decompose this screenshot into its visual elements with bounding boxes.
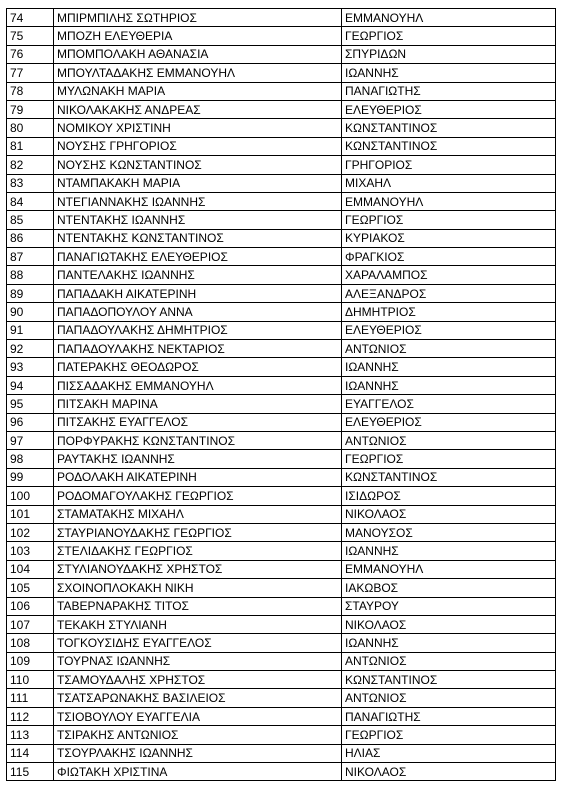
full-name-cell: ΠΑΠΑΔΟΥΛΑΚΗΣ ΝΕΚΤΑΡΙΟΣ	[54, 340, 342, 358]
row-number-cell: 94	[7, 376, 54, 394]
row-number-cell: 74	[7, 9, 54, 27]
full-name-cell: ΤΣΑΜΟΥΔΑΛΗΣ ΧΡΗΣΤΟΣ	[54, 671, 342, 689]
row-number-cell: 101	[7, 505, 54, 523]
father-name-cell: ΦΡΑΓΚΙΟΣ	[342, 248, 556, 266]
table-row	[7, 229, 556, 247]
table-row	[7, 45, 556, 63]
father-name-cell: ΕΥΑΓΓΕΛΟΣ	[342, 395, 556, 413]
table-row	[7, 119, 556, 137]
row-number-cell: 113	[7, 726, 54, 744]
full-name-cell: ΤΣΟΥΡΛΑΚΗΣ ΙΩΑΝΝΗΣ	[54, 744, 342, 762]
father-name-cell: ΙΑΚΩΒΟΣ	[342, 579, 556, 597]
table-row	[7, 413, 556, 431]
row-number-cell: 81	[7, 137, 54, 155]
father-name-cell: ΙΩΑΝΝΗΣ	[342, 634, 556, 652]
table-row	[7, 707, 556, 725]
full-name-cell: ΠΑΝΑΓΙΩΤΑΚΗΣ ΕΛΕΥΘΕΡΙΟΣ	[54, 248, 342, 266]
row-number-cell: 95	[7, 395, 54, 413]
table-row	[7, 487, 556, 505]
table-row	[7, 579, 556, 597]
row-number-cell: 82	[7, 156, 54, 174]
table-row	[7, 634, 556, 652]
father-name-cell: ΜΙΧΑΗΛ	[342, 174, 556, 192]
full-name-cell: ΜΠΟΖΗ ΕΛΕΥΘΕΡΙΑ	[54, 27, 342, 45]
full-name-cell: ΠΙΣΣΑΔΑΚΗΣ ΕΜΜΑΝΟΥΗΛ	[54, 376, 342, 394]
table-row	[7, 615, 556, 633]
full-name-cell: ΡΟΔΟΜΑΓΟΥΛΑΚΗΣ ΓΕΩΡΓΙΟΣ	[54, 487, 342, 505]
full-name-cell: ΤΕΚΑΚΗ ΣΤΥΛΙΑΝΗ	[54, 615, 342, 633]
father-name-cell: ΚΩΝΣΤΑΝΤΙΝΟΣ	[342, 137, 556, 155]
father-name-cell: ΗΛΙΑΣ	[342, 744, 556, 762]
row-number-cell: 89	[7, 284, 54, 302]
row-number-cell: 99	[7, 468, 54, 486]
roster-table-body	[7, 9, 556, 781]
father-name-cell: ΕΜΜΑΝΟΥΗΛ	[342, 560, 556, 578]
full-name-cell: ΠΑΤΕΡΑΚΗΣ ΘΕΟΔΩΡΟΣ	[54, 358, 342, 376]
row-number-cell: 80	[7, 119, 54, 137]
father-name-cell: ΙΩΑΝΝΗΣ	[342, 376, 556, 394]
row-number-cell: 84	[7, 192, 54, 210]
row-number-cell: 103	[7, 542, 54, 560]
table-row	[7, 211, 556, 229]
full-name-cell: ΤΣΑΤΣΑΡΩΝΑΚΗΣ ΒΑΣΙΛΕΙΟΣ	[54, 689, 342, 707]
full-name-cell: ΣΧΟΙΝΟΠΛΟΚΑΚΗ ΝΙΚΗ	[54, 579, 342, 597]
row-number-cell: 97	[7, 431, 54, 449]
father-name-cell: ΑΛΕΞΑΝΔΡΟΣ	[342, 284, 556, 302]
full-name-cell: ΦΙΩΤΑΚΗ ΧΡΙΣΤΙΝΑ	[54, 763, 342, 781]
table-row	[7, 542, 556, 560]
row-number-cell: 106	[7, 597, 54, 615]
table-row	[7, 671, 556, 689]
full-name-cell: ΠΙΤΣΑΚΗΣ ΕΥΑΓΓΕΛΟΣ	[54, 413, 342, 431]
table-row	[7, 27, 556, 45]
row-number-cell: 98	[7, 450, 54, 468]
father-name-cell: ΑΝΤΩΝΙΟΣ	[342, 689, 556, 707]
father-name-cell: ΚΩΝΣΤΑΝΤΙΝΟΣ	[342, 671, 556, 689]
father-name-cell: ΠΑΝΑΓΙΩΤΗΣ	[342, 82, 556, 100]
row-number-cell: 83	[7, 174, 54, 192]
table-row	[7, 505, 556, 523]
full-name-cell: ΠΑΠΑΔΟΥΛΑΚΗΣ ΔΗΜΗΤΡΙΟΣ	[54, 321, 342, 339]
full-name-cell: ΣΤΕΛΙΔΑΚΗΣ ΓΕΩΡΓΙΟΣ	[54, 542, 342, 560]
full-name-cell: ΤΟΓΚΟΥΣΙΔΗΣ ΕΥΑΓΓΕΛΟΣ	[54, 634, 342, 652]
table-row	[7, 431, 556, 449]
father-name-cell: ΚΩΝΣΤΑΝΤΙΝΟΣ	[342, 468, 556, 486]
full-name-cell: ΠΑΠΑΔΟΠΟΥΛΟΥ ΑΝΝΑ	[54, 303, 342, 321]
full-name-cell: ΝΙΚΟΛΑΚΑΚΗΣ ΑΝΔΡΕΑΣ	[54, 100, 342, 118]
row-number-cell: 102	[7, 523, 54, 541]
row-number-cell: 88	[7, 266, 54, 284]
full-name-cell: ΠΟΡΦΥΡΑΚΗΣ ΚΩΝΣΤΑΝΤΙΝΟΣ	[54, 431, 342, 449]
table-row	[7, 763, 556, 781]
table-row	[7, 340, 556, 358]
father-name-cell: ΧΑΡΑΛΑΜΠΟΣ	[342, 266, 556, 284]
row-number-cell: 76	[7, 45, 54, 63]
row-number-cell: 87	[7, 248, 54, 266]
father-name-cell: ΣΤΑΥΡΟΥ	[342, 597, 556, 615]
full-name-cell: ΝΤΕΝΤΑΚΗΣ ΙΩΑΝΝΗΣ	[54, 211, 342, 229]
table-row	[7, 248, 556, 266]
full-name-cell: ΤΟΥΡΝΑΣ ΙΩΑΝΝΗΣ	[54, 652, 342, 670]
table-row	[7, 744, 556, 762]
table-row	[7, 284, 556, 302]
roster-table	[6, 8, 556, 781]
table-row	[7, 689, 556, 707]
father-name-cell: ΙΩΑΝΝΗΣ	[342, 542, 556, 560]
father-name-cell: ΝΙΚΟΛΑΟΣ	[342, 763, 556, 781]
father-name-cell: ΑΝΤΩΝΙΟΣ	[342, 652, 556, 670]
row-number-cell: 78	[7, 82, 54, 100]
father-name-cell: ΕΛΕΥΘΕΡΙΟΣ	[342, 321, 556, 339]
row-number-cell: 75	[7, 27, 54, 45]
table-row	[7, 395, 556, 413]
table-row	[7, 560, 556, 578]
full-name-cell: ΡΑΥΤΑΚΗΣ ΙΩΑΝΝΗΣ	[54, 450, 342, 468]
father-name-cell: ΕΛΕΥΘΕΡΙΟΣ	[342, 100, 556, 118]
full-name-cell: ΜΥΛΩΝΑΚΗ ΜΑΡΙΑ	[54, 82, 342, 100]
full-name-cell: ΠΙΤΣΑΚΗ ΜΑΡΙΝΑ	[54, 395, 342, 413]
row-number-cell: 77	[7, 64, 54, 82]
row-number-cell: 96	[7, 413, 54, 431]
full-name-cell: ΠΑΝΤΕΛΑΚΗΣ ΙΩΑΝΝΗΣ	[54, 266, 342, 284]
full-name-cell: ΤΣΙΡΑΚΗΣ ΑΝΤΩΝΙΟΣ	[54, 726, 342, 744]
father-name-cell: ΑΝΤΩΝΙΟΣ	[342, 431, 556, 449]
father-name-cell: ΚΥΡΙΑΚΟΣ	[342, 229, 556, 247]
row-number-cell: 115	[7, 763, 54, 781]
full-name-cell: ΝΤΑΜΠΑΚΑΚΗ ΜΑΡΙΑ	[54, 174, 342, 192]
row-number-cell: 111	[7, 689, 54, 707]
father-name-cell: ΓΡΗΓΟΡΙΟΣ	[342, 156, 556, 174]
full-name-cell: ΝΤΕΝΤΑΚΗΣ ΚΩΝΣΤΑΝΤΙΝΟΣ	[54, 229, 342, 247]
row-number-cell: 100	[7, 487, 54, 505]
full-name-cell: ΜΠΟΥΛΤΑΔΑΚΗΣ ΕΜΜΑΝΟΥΗΛ	[54, 64, 342, 82]
full-name-cell: ΣΤΑΜΑΤΑΚΗΣ ΜΙΧΑΗΛ	[54, 505, 342, 523]
table-row	[7, 358, 556, 376]
father-name-cell: ΓΕΩΡΓΙΟΣ	[342, 27, 556, 45]
full-name-cell: ΣΤΑΥΡΙΑΝΟΥΔΑΚΗΣ ΓΕΩΡΓΙΟΣ	[54, 523, 342, 541]
father-name-cell: ΕΛΕΥΘΕΡΙΟΣ	[342, 413, 556, 431]
row-number-cell: 79	[7, 100, 54, 118]
full-name-cell: ΜΠΟΜΠΟΛΑΚΗ ΑΘΑΝΑΣΙΑ	[54, 45, 342, 63]
row-number-cell: 105	[7, 579, 54, 597]
row-number-cell: 85	[7, 211, 54, 229]
father-name-cell: ΝΙΚΟΛΑΟΣ	[342, 505, 556, 523]
full-name-cell: ΝΟΜΙΚΟΥ ΧΡΙΣΤΙΝΗ	[54, 119, 342, 137]
father-name-cell: ΙΩΑΝΝΗΣ	[342, 64, 556, 82]
table-row	[7, 303, 556, 321]
full-name-cell: ΤΑΒΕΡΝΑΡΑΚΗΣ ΤΙΤΟΣ	[54, 597, 342, 615]
row-number-cell: 112	[7, 707, 54, 725]
table-row	[7, 192, 556, 210]
table-row	[7, 100, 556, 118]
table-row	[7, 266, 556, 284]
full-name-cell: ΜΠΙΡΜΠΙΛΗΣ ΣΩΤΗΡΙΟΣ	[54, 9, 342, 27]
table-row	[7, 652, 556, 670]
full-name-cell: ΝΟΥΣΗΣ ΓΡΗΓΟΡΙΟΣ	[54, 137, 342, 155]
row-number-cell: 86	[7, 229, 54, 247]
father-name-cell: ΓΕΩΡΓΙΟΣ	[342, 726, 556, 744]
table-row	[7, 726, 556, 744]
row-number-cell: 90	[7, 303, 54, 321]
table-row	[7, 597, 556, 615]
table-row	[7, 64, 556, 82]
table-row	[7, 82, 556, 100]
father-name-cell: ΚΩΝΣΤΑΝΤΙΝΟΣ	[342, 119, 556, 137]
father-name-cell: ΣΠΥΡΙΔΩΝ	[342, 45, 556, 63]
row-number-cell: 108	[7, 634, 54, 652]
father-name-cell: ΕΜΜΑΝΟΥΗΛ	[342, 192, 556, 210]
full-name-cell: ΝΤΕΓΙΑΝΝΑΚΗΣ ΙΩΑΝΝΗΣ	[54, 192, 342, 210]
table-row	[7, 9, 556, 27]
full-name-cell: ΤΣΙΟΒΟΥΛΟΥ ΕΥΑΓΓΕΛΙΑ	[54, 707, 342, 725]
row-number-cell: 91	[7, 321, 54, 339]
row-number-cell: 114	[7, 744, 54, 762]
father-name-cell: ΠΑΝΑΓΙΩΤΗΣ	[342, 707, 556, 725]
father-name-cell: ΙΣΙΔΩΡΟΣ	[342, 487, 556, 505]
row-number-cell: 93	[7, 358, 54, 376]
father-name-cell: ΝΙΚΟΛΑΟΣ	[342, 615, 556, 633]
father-name-cell: ΙΩΑΝΝΗΣ	[342, 358, 556, 376]
table-row	[7, 321, 556, 339]
table-row	[7, 137, 556, 155]
father-name-cell: ΓΕΩΡΓΙΟΣ	[342, 450, 556, 468]
row-number-cell: 109	[7, 652, 54, 670]
father-name-cell: ΕΜΜΑΝΟΥΗΛ	[342, 9, 556, 27]
table-row	[7, 468, 556, 486]
table-row	[7, 450, 556, 468]
table-row	[7, 174, 556, 192]
row-number-cell: 104	[7, 560, 54, 578]
father-name-cell: ΓΕΩΡΓΙΟΣ	[342, 211, 556, 229]
table-row	[7, 156, 556, 174]
table-row	[7, 523, 556, 541]
row-number-cell: 92	[7, 340, 54, 358]
full-name-cell: ΝΟΥΣΗΣ ΚΩΝΣΤΑΝΤΙΝΟΣ	[54, 156, 342, 174]
table-row	[7, 376, 556, 394]
row-number-cell: 110	[7, 671, 54, 689]
full-name-cell: ΣΤΥΛΙΑΝΟΥΔΑΚΗΣ ΧΡΗΣΤΟΣ	[54, 560, 342, 578]
father-name-cell: ΜΑΝΟΥΣΟΣ	[342, 523, 556, 541]
father-name-cell: ΔΗΜΗΤΡΙΟΣ	[342, 303, 556, 321]
father-name-cell: ΑΝΤΩΝΙΟΣ	[342, 340, 556, 358]
full-name-cell: ΠΑΠΑΔΑΚΗ ΑΙΚΑΤΕΡΙΝΗ	[54, 284, 342, 302]
row-number-cell: 107	[7, 615, 54, 633]
full-name-cell: ΡΟΔΟΛΑΚΗ ΑΙΚΑΤΕΡΙΝΗ	[54, 468, 342, 486]
